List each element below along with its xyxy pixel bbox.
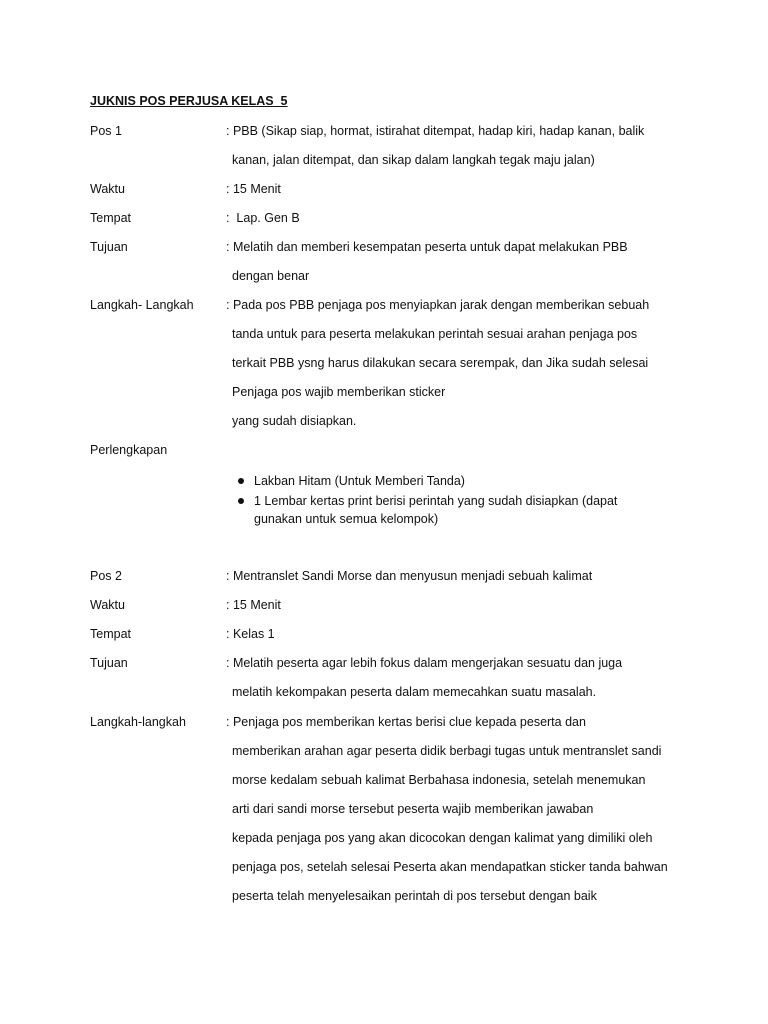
pos1-tujuan-label: Tujuan — [90, 240, 128, 254]
pos2-tempat-value: : Kelas 1 — [226, 627, 275, 641]
pos2-tempat-label: Tempat — [90, 627, 131, 641]
pos2-tujuan-label: Tujuan — [90, 656, 128, 670]
pos1-waktu-value: : 15 Menit — [226, 182, 281, 196]
pos2-langkah-line: morse kedalam sebuah kalimat Berbahasa indonesia, setelah menemukan — [232, 773, 646, 787]
pos1-tempat-value: : Lap. Gen B — [226, 211, 300, 225]
pos1-langkah-line: : Pada pos PBB penjaga pos menyiapkan jarak dengan memberikan sebuah — [226, 298, 650, 312]
pos2-waktu-value: : 15 Menit — [226, 598, 281, 612]
pos2-value: : Mentranslet Sandi Morse dan menyusun menjadi sebuah kalimat — [226, 569, 593, 583]
list-item — [236, 472, 617, 490]
pos1-langkah-line: yang sudah disiapkan. — [232, 414, 357, 428]
pos2-langkah-line: kepada penjaga pos yang akan dicocokan dengan kalimat yang dimiliki oleh — [232, 831, 653, 845]
pos1-perlengkapan-label: Perlengkapan — [90, 443, 168, 457]
pos2-langkah-label: Langkah-langkah — [90, 715, 186, 729]
pos2-label: Pos 2 — [90, 569, 122, 583]
list-item — [236, 492, 617, 528]
pos2-tujuan-line: melatih kekompakan peserta dalam memecahkan suatu masalah. — [232, 685, 597, 699]
document-title: JUKNIS POS PERJUSA KELAS 5 — [90, 94, 288, 108]
pos1-value-line: kanan, jalan ditempat, dan sikap dalam langkah tegak maju jalan) — [232, 153, 595, 167]
pos2-langkah-line: penjaga pos, setelah selesai Peserta akan mendapatkan sticker tanda bahwan — [232, 860, 668, 874]
pos2-langkah-line: peserta telah menyelesaikan perintah di pos tersebut dengan baik — [232, 889, 597, 903]
pos2-langkah-line: arti dari sandi morse tersebut peserta wajib memberikan jawaban — [232, 802, 594, 816]
pos1-langkah-line: Penjaga pos wajib memberikan sticker — [232, 385, 446, 399]
pos1-langkah-label: Langkah- Langkah — [90, 298, 194, 312]
list-item-text: 1 Lembar kertas print berisi perintah yang sudah disiapkan (dapat — [254, 494, 618, 508]
pos1-value-line: : PBB (Sikap siap, hormat, istirahat ditempat, hadap kiri, hadap kanan, balik — [226, 124, 645, 138]
pos1-waktu-label: Waktu — [90, 182, 125, 196]
pos1-langkah-line: tanda untuk para peserta melakukan perintah sesuai arahan penjaga pos — [232, 327, 638, 341]
pos1-tujuan-line: dengan benar — [232, 269, 310, 283]
pos2-waktu-label: Waktu — [90, 598, 125, 612]
pos1-label: Pos 1 — [90, 124, 122, 138]
list-item-text: Lakban Hitam (Untuk Memberi Tanda) — [254, 474, 465, 488]
pos1-tempat-label: Tempat — [90, 211, 131, 225]
pos2-langkah-line: memberikan arahan agar peserta didik berbagi tugas untuk mentranslet sandi — [232, 744, 662, 758]
pos1-langkah-line: terkait PBB ysng harus dilakukan secara serempak, dan Jika sudah selesai — [232, 356, 649, 370]
list-item-text: gunakan untuk semua kelompok) — [254, 512, 439, 526]
perlengkapan-list — [236, 472, 617, 530]
pos2-tujuan-line: : Melatih peserta agar lebih fokus dalam mengerjakan sesuatu dan juga — [226, 656, 623, 670]
pos1-tujuan-line: : Melatih dan memberi kesempatan peserta untuk dapat melakukan PBB — [226, 240, 628, 254]
pos2-langkah-line: : Penjaga pos memberikan kertas berisi clue kepada peserta dan — [226, 715, 586, 729]
